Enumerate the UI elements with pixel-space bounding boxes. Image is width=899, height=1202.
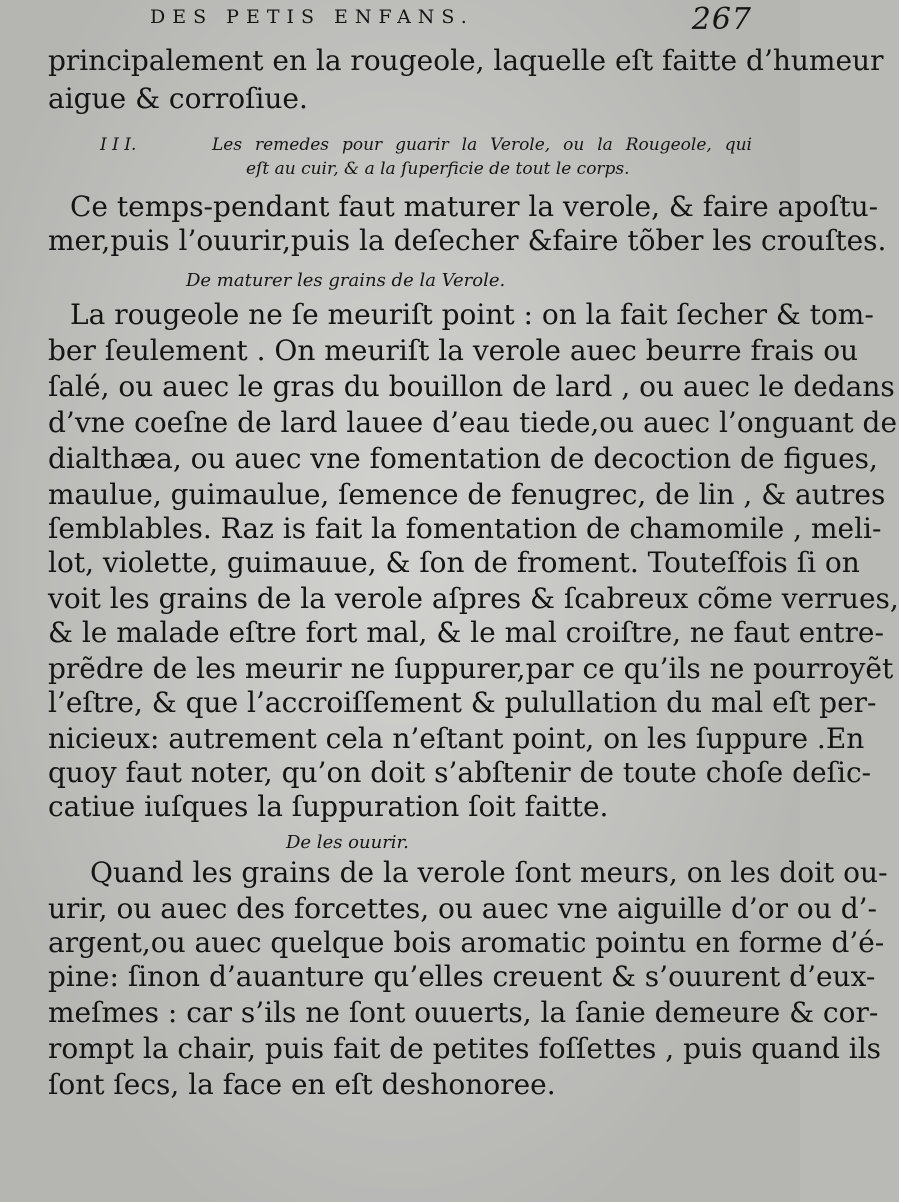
text-line: rompt la chair, puis fait de petites foſſettes , puis quand ils <box>48 1032 882 1065</box>
text-line: principalement en la rougeole, laquelle eſt faitte d’humeur <box>48 44 884 77</box>
text-line: d’vne coeſne de lard lauee d’eau tiede,ou auec l’onguant de <box>48 406 898 439</box>
text-line: ſemblables. Raz is fait la fomentation de chamomile , meli- <box>48 512 882 545</box>
text-line: & le malade eſtre fort mal, & le mal croiſtre, ne faut entre- <box>48 616 884 649</box>
text-line: ſont ſecs, la face en eſt deshonoree. <box>48 1068 556 1101</box>
text-line: argent,ou auec quelque bois aromatic pointu en forme d’é- <box>48 926 885 959</box>
section-title-line: eſt au cuir, & a la ſuperficie de tout le corps. <box>246 159 630 179</box>
text-line: ber ſeulement . On meuriſt la verole auec beurre frais ou <box>48 334 859 367</box>
text-line: meſmes : car s’ils ne ſont ouuerts, la ſanie demeure & cor- <box>48 996 879 1029</box>
text-line: dialthæa, ou auec vne fomentation de decoction de figues, <box>48 442 878 475</box>
text-line: catiue iuſques la ſuppuration ſoit faitte. <box>48 790 609 823</box>
section-title-line: Les remedes pour guarir la Verole, ou la Rougeole, qui <box>212 135 752 155</box>
running-head: DES PETIS ENFANS. <box>150 6 474 28</box>
text-line: quoy faut noter, qu’on doit s’abſtenir de toute choſe deſic- <box>48 756 872 789</box>
text-line: ſalé, ou auec le gras du bouillon de lard , ou auec le dedans <box>48 370 895 403</box>
text-line: pine: ſinon d’auanture qu’elles creuent & s’ouurent d’eux- <box>48 960 876 993</box>
text-line: mer,puis l’ouurir,puis la deſecher &faire tõber les crouſtes. <box>48 224 887 257</box>
text-line: lot, violette, guimauue, & ſon de froment. Touteſfois ſi on <box>48 546 860 579</box>
text-line: La rougeole ne ſe meuriſt point : on la fait ſecher & tom- <box>70 298 874 331</box>
text-line: maulue, guimaulue, ſemence de fenugrec, de lin , & autres <box>48 478 886 511</box>
subheading: De les ouurir. <box>286 832 409 853</box>
page-number: 267 <box>691 2 752 37</box>
text-line: nicieux: autrement cela n’eſtant point, on les ſuppure .En <box>48 722 865 755</box>
section-numeral: I I I. <box>100 135 137 155</box>
subheading: De maturer les grains de la Verole. <box>186 270 506 291</box>
text-line: aigue & corroſiue. <box>48 82 308 115</box>
text-line: urir, ou auec des forcettes, ou auec vne aiguille d’or ou d’- <box>48 892 877 925</box>
text-line: Quand les grains de la verole ſont meurs, on les doit ou- <box>90 856 888 889</box>
text-line: Ce temps-pendant faut maturer la verole, & faire apoſtu- <box>70 190 879 223</box>
text-line: prẽdre de les meurir ne ſuppurer,par ce qu’ils ne pourroyẽt <box>48 652 894 685</box>
text-line: l’eſtre, & que l’accroiſſement & pulullation du mal eſt per- <box>48 686 877 719</box>
text-line: voit les grains de la verole aſpres & ſcabreux cõme verrues, <box>48 582 899 615</box>
